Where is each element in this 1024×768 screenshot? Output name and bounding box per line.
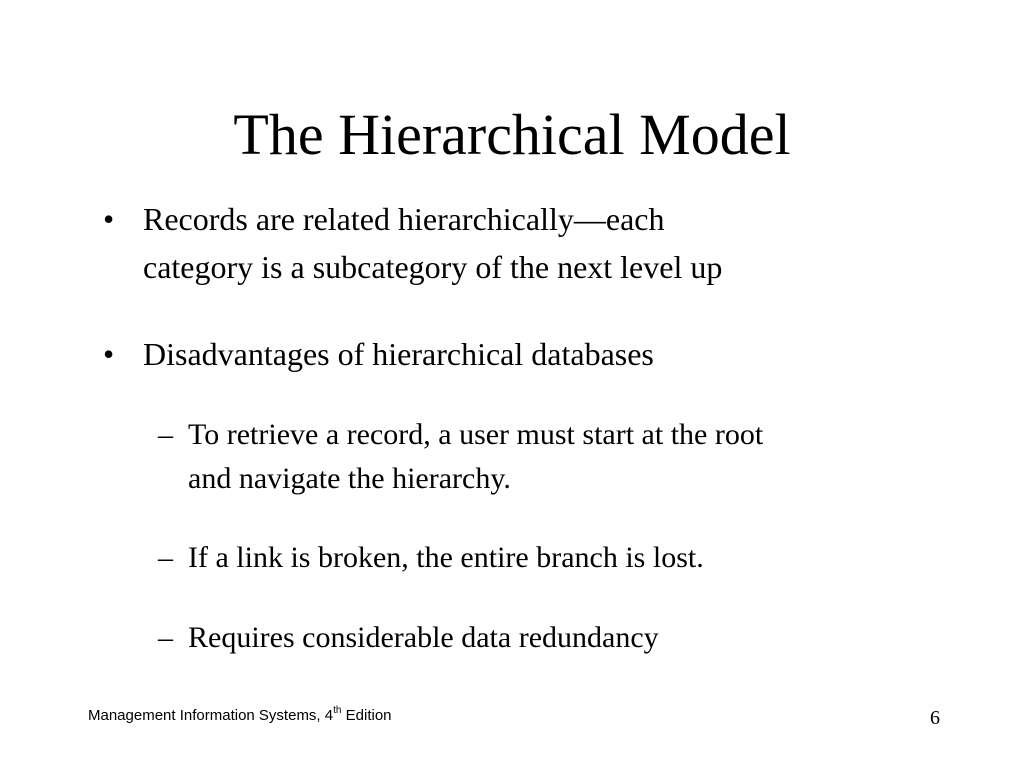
bullet-item <box>103 330 923 378</box>
sub-bullet-item <box>158 536 938 580</box>
bullet-marker: • <box>103 336 115 372</box>
footer-edition-word: Edition <box>341 707 392 724</box>
sub-bullet-text-line: If a link is broken, the entire branch is lost. <box>188 541 704 574</box>
sub-bullet-marker: – <box>158 621 173 654</box>
sub-bullet-marker: – <box>158 418 173 451</box>
bullet-item <box>103 195 923 291</box>
footer-book-title <box>88 706 392 726</box>
footer-title-text: Management Information Systems, 4 <box>88 707 334 724</box>
sub-bullet-text-line: To retrieve a record, a user must start at the root <box>188 418 764 451</box>
sub-bullet-text <box>188 536 928 580</box>
sub-bullet-marker: – <box>158 541 173 574</box>
sub-bullet-text-line: and navigate the hierarchy. <box>188 462 511 495</box>
sub-bullet-text <box>188 616 928 660</box>
sub-bullet-text <box>188 413 928 501</box>
footer-edition-superscript: th <box>333 705 342 716</box>
bullet-text <box>143 195 923 291</box>
bullet-text-line: category is a subcategory of the next level up <box>143 249 723 285</box>
page-number: 6 <box>930 707 940 729</box>
bullet-text-line: Records are related hierarchically—each <box>143 201 665 237</box>
sub-bullet-item <box>158 616 938 660</box>
sub-bullet-text-line: Requires considerable data redundancy <box>188 621 659 654</box>
bullet-marker: • <box>103 201 115 237</box>
sub-bullet-item <box>158 413 938 509</box>
slide-title: The Hierarchical Model <box>233 102 791 167</box>
bullet-text-line: Disadvantages of hierarchical databases <box>143 336 654 372</box>
bullet-text <box>143 330 923 378</box>
